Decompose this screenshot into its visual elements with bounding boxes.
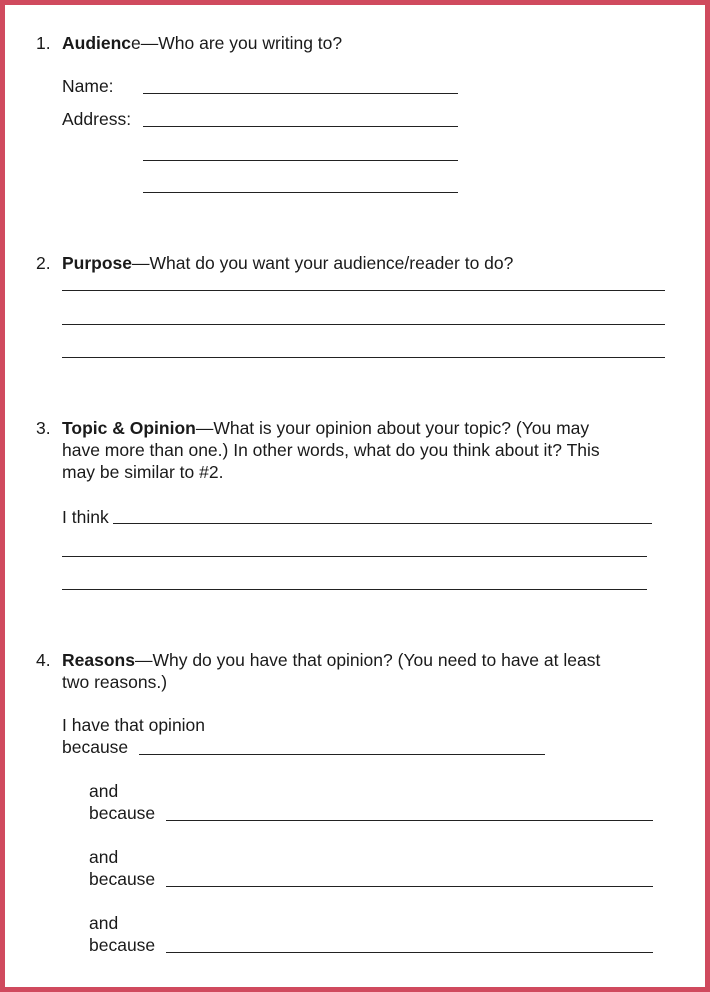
- section-text-line: may be similar to #2.: [62, 462, 224, 482]
- i-think-label: I think: [62, 507, 109, 527]
- section-number: 3.: [36, 418, 51, 438]
- opinion-line-3[interactable]: [62, 589, 647, 590]
- purpose-line-3[interactable]: [62, 357, 665, 358]
- section-heading: [62, 252, 513, 274]
- section-number: 2.: [36, 253, 51, 273]
- heading-rest: e—Who are you writing to?: [131, 33, 343, 53]
- reason-line-2[interactable]: [166, 886, 653, 887]
- address-label: Address:: [62, 109, 132, 129]
- address-field-line-1[interactable]: [143, 126, 458, 127]
- name-field-line[interactable]: [143, 93, 458, 94]
- address-field-line-2[interactable]: [143, 160, 458, 161]
- section-text-line: have more than one.) In other words, what do you think about it? This: [62, 440, 600, 460]
- heading-bold: Audienc: [62, 33, 132, 53]
- section-number: 4.: [36, 650, 51, 670]
- section-text-line: two reasons.): [62, 672, 168, 692]
- because-label: because: [89, 935, 156, 955]
- heading-bold: Reasons: [62, 650, 135, 670]
- section-heading: [62, 32, 342, 54]
- and-label: and: [89, 781, 119, 801]
- section-number: 1.: [36, 33, 51, 53]
- because-label: because: [89, 803, 156, 823]
- name-label: Name:: [62, 76, 114, 96]
- section-heading: [62, 417, 589, 439]
- address-field-line-3[interactable]: [143, 192, 458, 193]
- reason-line-1[interactable]: [166, 820, 653, 821]
- heading-rest: —What do you want your audience/reader to do?: [132, 253, 514, 273]
- purpose-line-2[interactable]: [62, 324, 665, 325]
- because-label: because: [62, 737, 129, 757]
- section-heading: [62, 649, 600, 671]
- because-label: because: [89, 869, 156, 889]
- and-label: and: [89, 847, 119, 867]
- heading-rest: —What is your opinion about your topic? (You may: [195, 418, 590, 438]
- opinion-line-1[interactable]: [113, 523, 652, 524]
- heading-rest: —Why do you have that opinion? (You need to have at least: [134, 650, 601, 670]
- opinion-label: I have that opinion: [62, 715, 206, 735]
- reason-line-3[interactable]: [166, 952, 653, 953]
- purpose-line-1[interactable]: [62, 290, 665, 291]
- reason-line-main[interactable]: [139, 754, 545, 755]
- and-label: and: [89, 913, 119, 933]
- heading-bold: Purpose: [62, 253, 133, 273]
- heading-bold: Topic & Opinion: [62, 418, 196, 438]
- opinion-line-2[interactable]: [62, 556, 647, 557]
